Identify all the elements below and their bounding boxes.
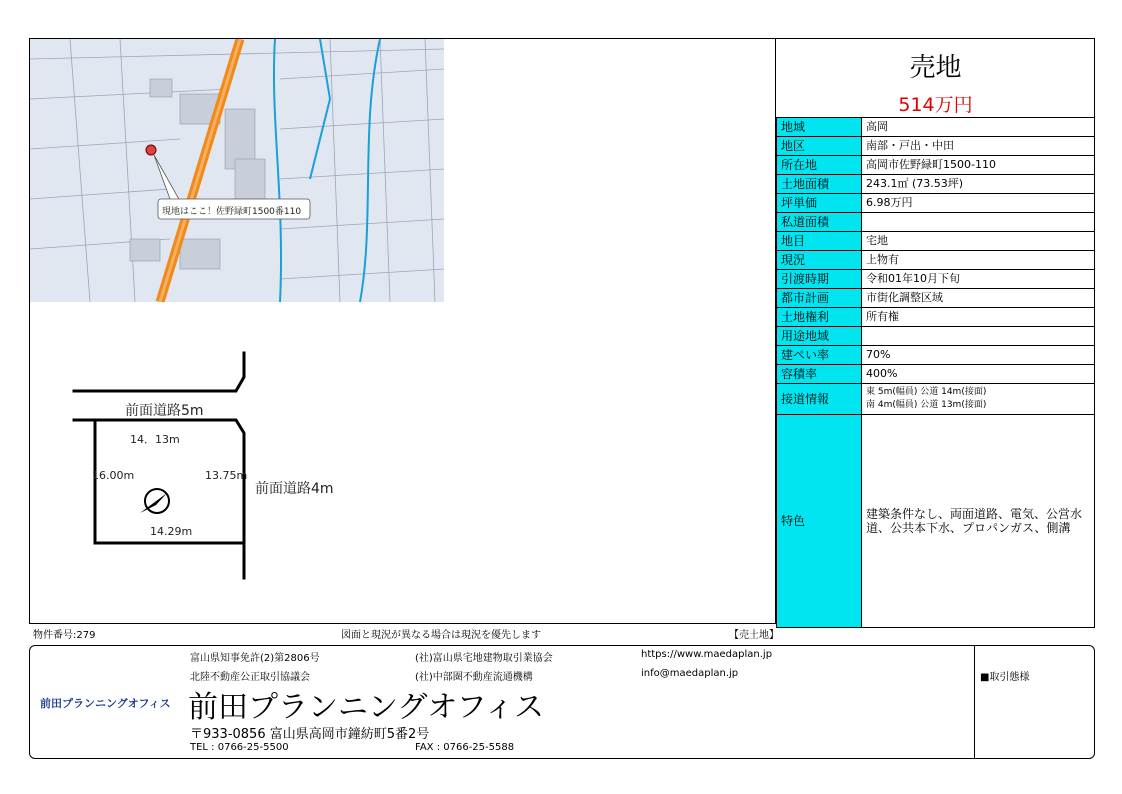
spec-row [777,194,1095,213]
spec-label: 容積率 [777,365,862,384]
spec-value: 400% [862,365,1095,384]
spec-value: 高岡 [862,118,1095,137]
email-link[interactable]: info@maedaplan.jp [641,668,739,679]
compass-icon [140,489,169,513]
company-name-large: 前田プランニングオフィス [188,690,545,725]
spec-row [777,327,1095,346]
spec-row [777,213,1095,232]
features-value: 建築条件なし、両面道路、電気、公営水道、公共本下水、プロパンガス、側溝 [862,415,1095,628]
spec-row [777,251,1095,270]
fax-text: FAX : 0766-25-5588 [415,742,515,753]
spec-row [777,308,1095,327]
spec-label: 所在地 [777,156,862,175]
spec-row [777,156,1095,175]
spec-value: 市街化調整区域 [862,289,1095,308]
road-access-value [862,384,1095,415]
dim-bottom: 14.29m [150,525,193,538]
association-1: (社)富山県宅地建物取引業協会 [415,653,553,664]
features-label: 特色 [777,415,862,628]
spec-value: 243.1㎡ (73.53坪) [862,175,1095,194]
tel-text: TEL : 0766-25-5500 [190,742,289,753]
listing-title: 売地 [909,53,962,83]
company-name-small: 前田プランニングオフィス [40,697,171,710]
address-text: 〒933-0856 富山県高岡市鐘紡町5番2号 [190,727,430,742]
dim-left: 16.00m [92,469,135,482]
spec-label: 建ぺい率 [777,346,862,365]
license-text: 富山県知事免許(2)第2806号 [190,653,320,664]
road-label-right: 前面道路4m [255,481,334,497]
spec-row [777,118,1095,137]
website-link[interactable]: https://www.maedaplan.jp [641,649,773,660]
spec-value: 上物有 [862,251,1095,270]
spec-label: 現況 [777,251,862,270]
association-3: (社)中部圏不動産流通機構 [415,672,533,683]
spec-value: 令和01年10月下旬 [862,270,1095,289]
spec-label: 私道面積 [777,213,862,232]
spec-value: 所有権 [862,308,1095,327]
dim-right: 13.75m [205,469,248,482]
road-access-line2: 南 4m(幅員) 公道 13m(接面) [866,400,987,410]
spec-value: 宅地 [862,232,1095,251]
spec-label: 地目 [777,232,862,251]
spec-label: 用途地域 [777,327,862,346]
spec-row [777,289,1095,308]
notice-text: 図面と現況が異なる場合は現況を優先します [341,630,541,641]
spec-value: 高岡市佐野緑町1500-110 [862,156,1095,175]
spec-row [777,365,1095,384]
spec-label: 地区 [777,137,862,156]
spec-row [777,346,1095,365]
spec-label: 坪単価 [777,194,862,213]
spec-label: 引渡時期 [777,270,862,289]
meta-line [33,626,1093,640]
property-number: 物件番号:279 [33,630,96,641]
plot-diagram [60,345,390,585]
plot-lines [60,345,390,585]
features-row [777,415,1095,628]
road-access-line1: 東 5m(幅員) 公道 14m(接面) [866,387,987,397]
road-label-top: 前面道路5m [125,403,204,419]
transaction-type: ■取引態様 [980,672,1030,683]
road-access-label: 接道情報 [777,384,862,415]
spec-label: 土地面積 [777,175,862,194]
spec-table [776,117,1095,628]
spec-sidebar [775,39,1095,624]
spec-row [777,232,1095,251]
company-footer [29,645,1095,759]
road-access-row [777,384,1095,415]
spec-label: 都市計画 [777,289,862,308]
map-callout: 現地はここ！佐野緑町1500番110 [162,207,302,217]
dim-top: 14．13m [130,433,180,446]
listing-price: 514万円 [898,94,973,116]
map-graphic [30,39,444,302]
association-2: 北陸不動産公正取引協議会 [190,672,310,683]
spec-row [777,270,1095,289]
spec-label: 地域 [777,118,862,137]
spec-value: 6.98万円 [862,194,1095,213]
location-map[interactable] [30,39,444,302]
spec-row [777,175,1095,194]
spec-value [862,213,1095,232]
title-box [776,39,1095,118]
spec-row [777,137,1095,156]
footer-divider [974,646,975,758]
spec-value [862,327,1095,346]
spec-value: 70% [862,346,1095,365]
spec-label: 土地権利 [777,308,862,327]
spec-value: 南部・戸出・中田 [862,137,1095,156]
category-label: 【売土地】 [729,630,779,641]
